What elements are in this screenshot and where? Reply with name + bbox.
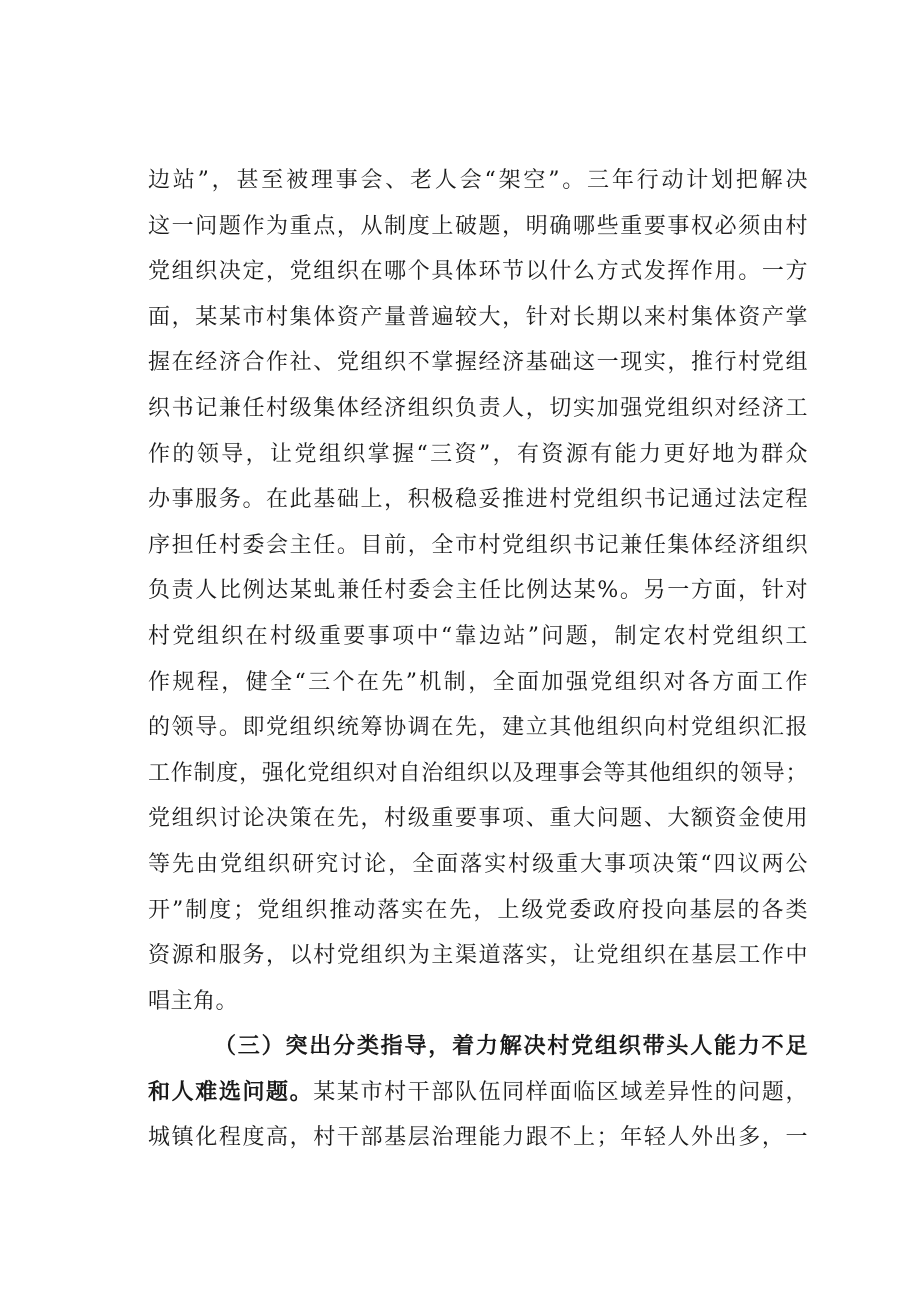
section-heading-continued: 和人难选问题。	[148, 1079, 314, 1105]
text-line: 唱主角。	[148, 988, 239, 1014]
text-line: 织书记兼任村级集体经济组织负责人，切实加强党组织对经济工	[148, 395, 808, 421]
text-line: 开”制度；党组织推动落实在先，上级党委政府投向基层的各类	[148, 897, 808, 923]
text-line: 城镇化程度高，村干部基层治理能力跟不上；年轻人外出多，一	[148, 1125, 808, 1151]
text-line: 等先由党组织研究讨论，全面落实村级重大事项决策“四议两公	[148, 851, 808, 877]
text-line: 党组织决定，党组织在哪个具体环节以什么方式发挥作用。一方	[148, 259, 808, 285]
text-line: 作的领导，让党组织掌握“三资”，有资源有能力更好地为群众	[148, 441, 808, 467]
text-line: 工作制度，强化党组织对自治组织以及理事会等其他组织的领导；	[148, 760, 808, 786]
text-line: 序担任村委会主任。目前，全市村党组织书记兼任集体经济组织	[148, 532, 808, 558]
body-text	[148, 158, 808, 1161]
text-line: 握在经济合作社、党组织不掌握经济基础这一现实，推行村党组	[148, 350, 808, 376]
text-line: 面，某某市村集体资产量普遍较大，针对长期以来村集体资产掌	[148, 304, 808, 330]
text-line	[148, 1070, 808, 1116]
text-line: 村党组织在村级重要事项中“靠边站”问题，制定农村党组织工	[148, 623, 808, 649]
text-line: 的领导。即党组织统筹协调在先，建立其他组织向村党组织汇报	[148, 715, 808, 741]
text-line: 党组织讨论决策在先，村级重要事项、重大问题、大额资金使用	[148, 806, 808, 832]
section-heading: （三）突出分类指导，着力解决村党组织带头人能力不足	[214, 1034, 808, 1060]
text-line: 资源和服务，以村党组织为主渠道落实，让党组织在基层工作中	[148, 943, 808, 969]
text-run: 某某市村干部队伍同样面临区域差异性的问题，	[313, 1079, 808, 1105]
text-line: 边站”，甚至被理事会、老人会“架空”。三年行动计划把解决	[148, 168, 808, 193]
text-line: 作规程，健全“三个在先”机制，全面加强党组织对各方面工作	[148, 669, 808, 695]
text-line: 负责人比例达某虬兼任村委会主任比例达某%。另一方面，针对	[148, 578, 808, 604]
text-line: 办事服务。在此基础上，积极稳妥推进村党组织书记通过法定程	[148, 487, 808, 513]
text-line: 这一问题作为重点，从制度上破题，明确哪些重要事权必须由村	[148, 213, 808, 239]
